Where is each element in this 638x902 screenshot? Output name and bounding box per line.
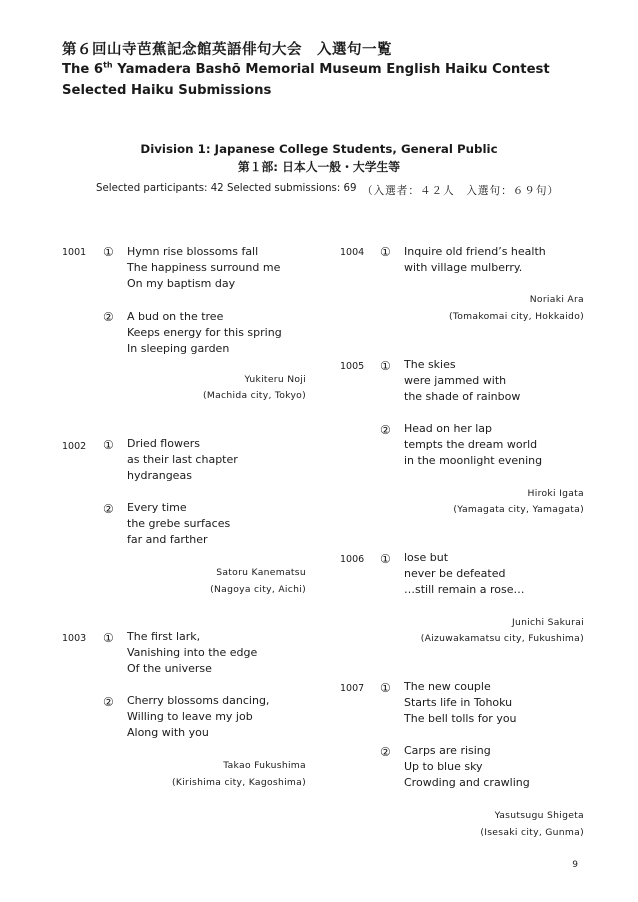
author-name: Takao Fukushima <box>223 760 306 771</box>
entry-number: 1005 <box>340 361 365 372</box>
author-name: Junichi Sakurai <box>511 617 584 628</box>
haiku-line: Vanishing into the edge <box>127 646 258 659</box>
poem-marker: ① <box>380 552 391 566</box>
poem-marker: ② <box>103 502 114 516</box>
poem-marker: ② <box>380 423 391 437</box>
author-location: (Nagoya city, Aichi) <box>210 584 306 595</box>
poem-marker: ② <box>380 745 391 759</box>
haiku-line: Every time <box>127 501 187 514</box>
page-title-english <box>62 62 550 77</box>
haiku-line: lose but <box>404 551 449 564</box>
haiku-line: the grebe surfaces <box>127 517 231 530</box>
entry-number: 1002 <box>62 441 87 452</box>
page-subtitle: Selected Haiku Submissions <box>62 83 272 98</box>
selected-submissions: Selected submissions: 69 <box>227 183 357 194</box>
author-location: (Kirishima city, Kagoshima) <box>171 777 306 788</box>
haiku-line: Head on her lap <box>404 422 492 435</box>
author-location: (Tomakomai city, Hokkaido) <box>448 311 584 322</box>
poem-marker: ① <box>380 359 391 373</box>
page-number: 9 <box>572 860 578 870</box>
author-location: (Aizuwakamatsu city, Fukushima) <box>420 633 584 644</box>
haiku-line: Up to blue sky <box>404 760 483 773</box>
haiku-line: …still remain a rose… <box>404 583 525 596</box>
poem-marker: ① <box>380 681 391 695</box>
haiku-line: as their last chapter <box>127 453 238 466</box>
poem-marker: ② <box>103 310 114 324</box>
haiku-line: tempts the dream world <box>404 438 538 451</box>
haiku-line: Willing to leave my job <box>127 710 253 723</box>
haiku-line: The skies <box>404 358 456 371</box>
author-name: Noriaki Ara <box>529 294 584 305</box>
haiku-line: Inquire old friend’s health <box>404 245 546 258</box>
title-contest-name: Yamadera Bashō Memorial Museum English Haiku Contest <box>112 62 550 77</box>
haiku-line: The new couple <box>404 680 491 693</box>
author-name: Hiroki Igata <box>527 488 584 499</box>
author-location: (Yamagata city, Yamagata) <box>453 504 584 515</box>
entry-number: 1006 <box>340 554 365 565</box>
author-name: Yasutsugu Shigeta <box>494 810 584 821</box>
haiku-line: far and farther <box>127 533 208 546</box>
author-location: (Machida city, Tokyo) <box>202 390 306 401</box>
selection-stats-japanese: （入選者：４２人 入選句：６９句） <box>362 185 560 197</box>
haiku-line: The happiness surround me <box>127 261 281 274</box>
haiku-line: The bell tolls for you <box>404 712 517 725</box>
title-prefix: The 6 <box>62 62 104 77</box>
entry-number: 1004 <box>340 247 365 258</box>
poem-marker: ① <box>103 438 114 452</box>
haiku-line: were jammed with <box>404 374 507 387</box>
poem-marker: ② <box>103 695 114 709</box>
poem-marker: ① <box>103 245 114 259</box>
haiku-line: Dried flowers <box>127 437 200 450</box>
haiku-line: Hymn rise blossoms fall <box>127 245 259 258</box>
haiku-line: in the moonlight evening <box>404 454 543 467</box>
haiku-line: never be defeated <box>404 567 506 580</box>
haiku-line: Cherry blossoms dancing, <box>127 694 270 707</box>
entry-number: 1003 <box>62 633 87 644</box>
division-title-english: Division 1: Japanese College Students, General Public <box>140 142 498 156</box>
haiku-line: with village mulberry. <box>404 261 523 274</box>
haiku-line: A bud on the tree <box>127 310 224 323</box>
selected-participants: Selected participants: 42 <box>96 183 224 194</box>
author-name: Yukiteru Noji <box>244 374 306 385</box>
poem-marker: ① <box>103 631 114 645</box>
haiku-line: Keeps energy for this spring <box>127 326 282 339</box>
haiku-line: On my baptism day <box>127 277 236 290</box>
page-title-japanese: 第６回山寺芭蕉記念館英語俳句大会 入選句一覧 <box>62 42 392 58</box>
haiku-line: Along with you <box>127 726 209 739</box>
entry-number: 1007 <box>340 683 365 694</box>
haiku-line: Of the universe <box>127 662 212 675</box>
haiku-line: In sleeping garden <box>127 342 230 355</box>
haiku-line: Carps are rising <box>404 744 491 757</box>
haiku-line: Starts life in Tohoku <box>404 696 513 709</box>
entry-number: 1001 <box>62 247 87 258</box>
haiku-line: Crowding and crawling <box>404 776 530 789</box>
poem-marker: ① <box>380 245 391 259</box>
division-title-japanese: 第１部: 日本人一般・大学生等 <box>237 160 401 174</box>
author-location: (Isesaki city, Gunma) <box>480 827 584 838</box>
haiku-line: hydrangeas <box>127 469 192 482</box>
haiku-line: The first lark, <box>127 630 201 643</box>
author-name: Satoru Kanematsu <box>216 567 306 578</box>
title-ordinal-suffix: th <box>103 60 113 70</box>
haiku-line: the shade of rainbow <box>404 390 521 403</box>
